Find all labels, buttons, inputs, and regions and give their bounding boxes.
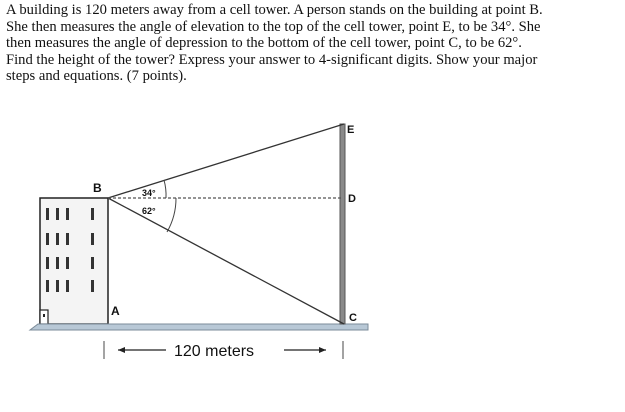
cell-tower xyxy=(340,124,345,324)
depression-angle-label: 62° xyxy=(142,206,156,216)
point-B-label: B xyxy=(93,181,102,195)
depression-angle-arc xyxy=(167,198,176,232)
building xyxy=(40,198,108,324)
problem-line-1: A building is 120 meters away from a cell tower. A person stands on the building at point B. xyxy=(6,2,543,18)
distance-label: 120 meters xyxy=(174,343,255,360)
point-A-label: A xyxy=(111,304,120,318)
distance-arrowhead-left xyxy=(118,347,125,353)
point-D-label: D xyxy=(348,193,356,205)
problem-line-3: then measures the angle of depression to the bottom of the cell tower, point C, to be 62°. xyxy=(6,35,522,52)
line-of-sight-to-C xyxy=(108,198,344,324)
elevation-angle-label: 34° xyxy=(142,188,156,198)
elevation-angle-arc xyxy=(164,180,166,198)
door-knob xyxy=(43,314,45,317)
line-of-sight-to-E xyxy=(108,124,344,198)
distance-arrowhead-right xyxy=(319,347,326,353)
problem-line-5: steps and equations. (7 points). xyxy=(6,68,187,85)
problem-line-2: She then measures the angle of elevation to the top of the cell tower, point E, to be 34°. She xyxy=(6,18,541,35)
ground xyxy=(30,324,368,330)
point-E-label: E xyxy=(347,124,355,136)
problem-line-4: Find the height of the tower? Express your answer to 4-significant digits. Show your major xyxy=(6,51,538,68)
point-C-label: C xyxy=(349,312,357,324)
